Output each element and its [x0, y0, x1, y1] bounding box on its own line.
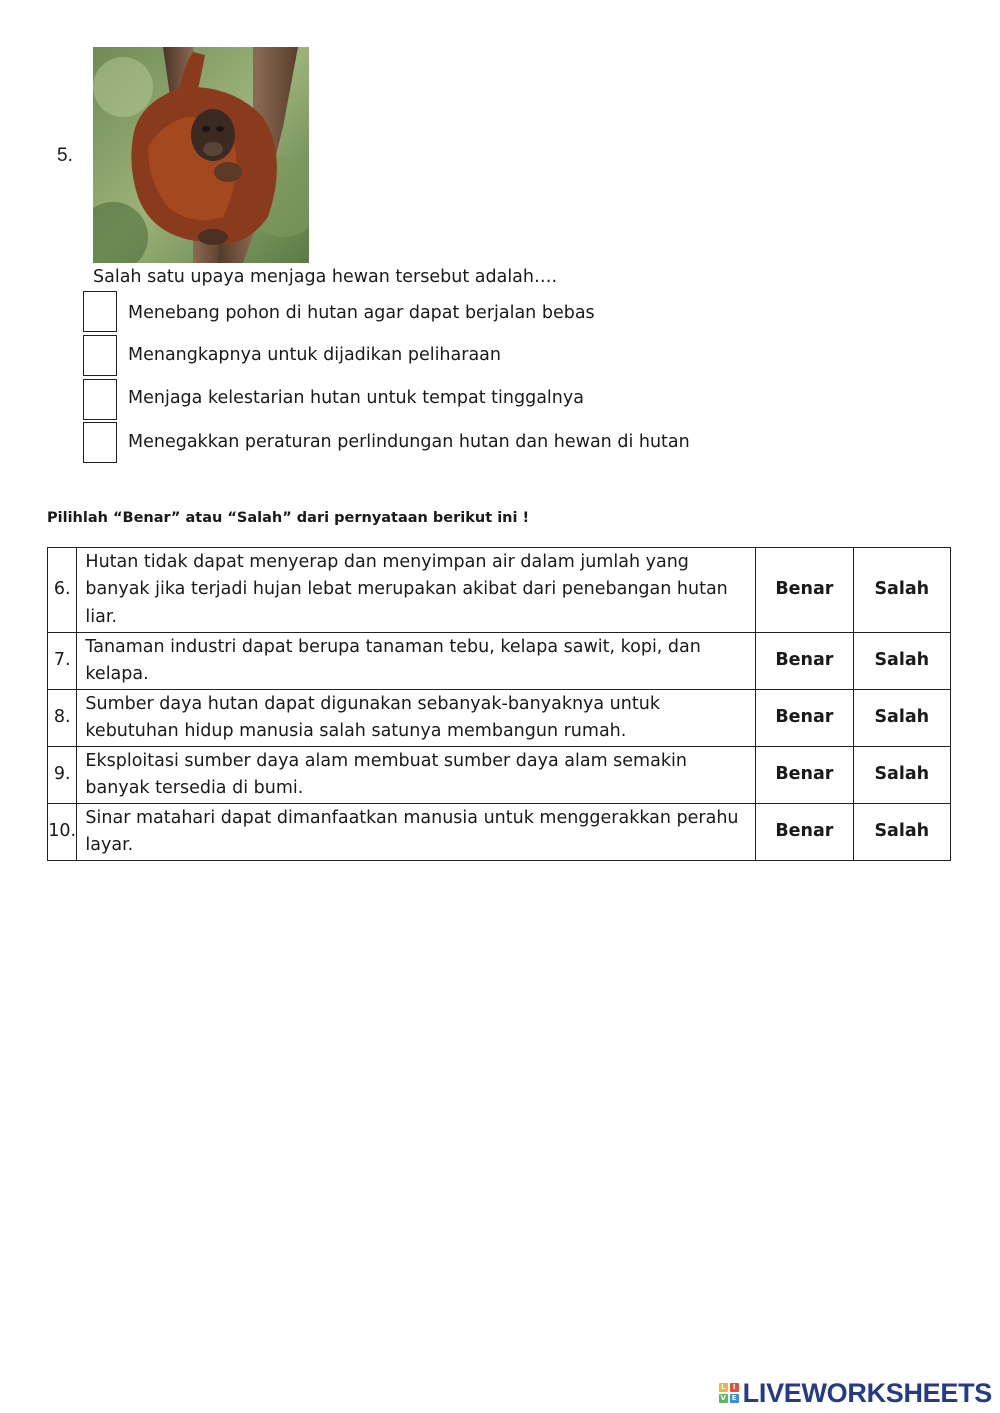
table-row	[48, 633, 951, 690]
liveworksheets-mark-icon	[719, 1383, 739, 1403]
logo-mark-letter: L	[719, 1383, 728, 1392]
row-statement: Sinar matahari dapat dimanfaatkan manusia untuk menggerakkan perahu layar.	[77, 804, 756, 861]
true-false-table	[47, 547, 951, 861]
option-label-4: Menegakkan peraturan perlindungan hutan dan hewan di hutan	[128, 432, 690, 452]
logo-text: LIVEWORKSHEETS	[742, 1377, 992, 1408]
table-row	[48, 804, 951, 861]
true-false-instruction: Pilihlah “Benar” atau “Salah” dari pernyataan berikut ini !	[47, 510, 530, 526]
row-number: 7.	[48, 633, 77, 690]
row-number: 8.	[48, 690, 77, 747]
benar-button[interactable]: Benar	[756, 690, 853, 747]
table-row	[48, 548, 951, 633]
salah-button[interactable]: Salah	[853, 548, 950, 633]
option-checkbox-2[interactable]	[83, 335, 117, 376]
option-label-1: Menebang pohon di hutan agar dapat berjalan bebas	[128, 303, 595, 323]
orangutan-photo	[93, 47, 309, 263]
orangutan-illustration	[93, 47, 309, 263]
question-5-number: 5.	[57, 145, 73, 166]
salah-button[interactable]: Salah	[853, 804, 950, 861]
salah-button[interactable]: Salah	[853, 633, 950, 690]
question-5-prompt: Salah satu upaya menjaga hewan tersebut adalah….	[93, 267, 558, 287]
salah-button[interactable]: Salah	[853, 747, 950, 804]
table-row	[48, 747, 951, 804]
salah-button[interactable]: Salah	[853, 690, 950, 747]
option-checkbox-1[interactable]	[83, 291, 117, 332]
option-label-2: Menangkapnya untuk dijadikan peliharaan	[128, 345, 501, 365]
option-label-3: Menjaga kelestarian hutan untuk tempat tinggalnya	[128, 388, 584, 408]
option-checkbox-3[interactable]	[83, 379, 117, 420]
logo-mark-letter: E	[730, 1394, 739, 1403]
benar-button[interactable]: Benar	[756, 548, 853, 633]
table-row	[48, 690, 951, 747]
row-statement: Hutan tidak dapat menyerap dan menyimpan air dalam jumlah yang banyak jika terjadi hujan lebat merupakan akibat dari penebangan hutan liar.	[77, 548, 756, 633]
logo-mark-letter: I	[730, 1383, 739, 1392]
option-checkbox-4[interactable]	[83, 422, 117, 463]
benar-button[interactable]: Benar	[756, 633, 853, 690]
row-statement: Tanaman industri dapat berupa tanaman tebu, kelapa sawit, kopi, dan kelapa.	[77, 633, 756, 690]
row-number: 9.	[48, 747, 77, 804]
benar-button[interactable]: Benar	[756, 747, 853, 804]
benar-button[interactable]: Benar	[756, 804, 853, 861]
row-number: 10.	[48, 804, 77, 861]
row-statement: Sumber daya hutan dapat digunakan sebanyak-banyaknya untuk kebutuhan hidup manusia salah satunya membangun rumah.	[77, 690, 756, 747]
row-number: 6.	[48, 548, 77, 633]
row-statement: Eksploitasi sumber daya alam membuat sumber daya alam semakin banyak tersedia di bumi.	[77, 747, 756, 804]
logo-mark-letter: V	[720, 1394, 726, 1402]
liveworksheets-logo[interactable]	[719, 1378, 992, 1408]
